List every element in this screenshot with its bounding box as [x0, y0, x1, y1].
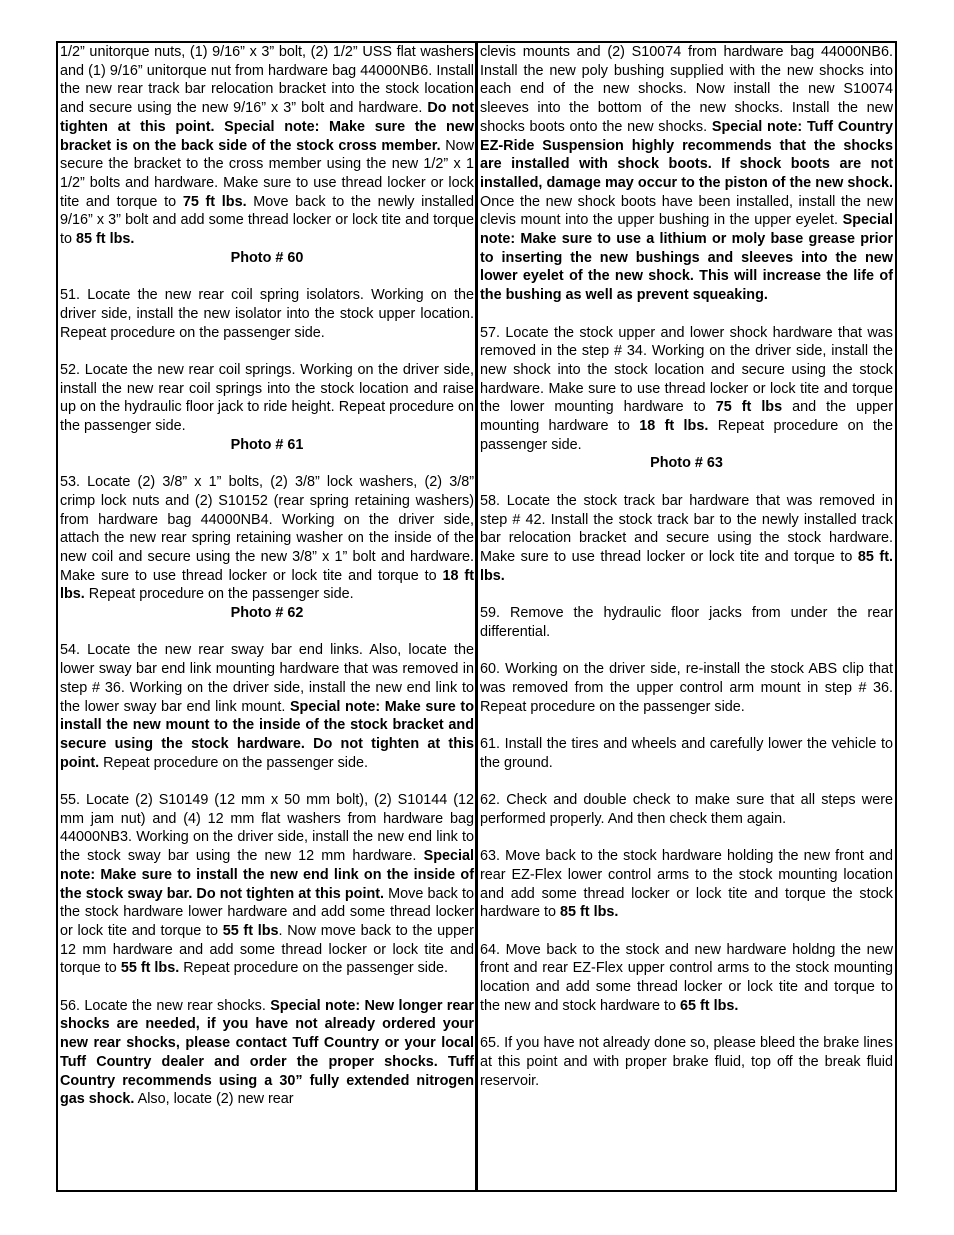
text-run: . Now move back to the upper 12 mm hardware and add some thread locker or lock tite and torque to [60, 922, 474, 977]
text-run: Once the new shock boots have been installed, install the new clevis mount into the upper bushing in the upper eyelet. [480, 193, 893, 229]
special-note: Special note: Make sure to use a lithium or moly base grease prior to inserting the new bushings and sleeves into the new lower eyelet of the new shock. This will increase the life of the bushing as well as prevent squeaking. [480, 212, 893, 304]
torque-value: 85 ft lbs. [76, 231, 135, 248]
torque-value: 65 ft lbs. [680, 997, 739, 1014]
step-62: 62. Check and double check to make sure that all steps were performed properly. And then check them again. [480, 792, 893, 827]
special-note: Special note: Make sure to install the new end link on the inside of the stock sway bar. Do not tighten at this point. [60, 848, 474, 902]
photo-62-caption: Photo # 62 [230, 605, 304, 622]
photo-61-caption: Photo # 61 [230, 436, 304, 453]
step-63 [480, 847, 893, 922]
instruction-table [56, 41, 897, 1192]
step-56 [60, 997, 474, 1109]
special-note: Special note: New longer rear shocks are needed, if you have not already ordered your new rear shocks, please contact Tuff Country or your local Tuff Country dealer and order the proper shocks. Tuff Country recommends using a 30” fully extended nitrogen gas shock. [60, 997, 475, 1108]
text-run: 55. Locate (2) S10149 (12 mm x 50 mm bolt), (2) S10144 (12 mm jam nut) and (4) 12 mm flat washers from hardware bag 44000NB3. Working on the driver side, install the new end link to the stock sway bar using the new 12 mm hardware. [60, 792, 474, 865]
step-57 [480, 324, 893, 455]
text-run: Move back to the stock hardware lower hardware and add some thread locker or lock tite and torque to [60, 885, 474, 939]
step-59: 59. Remove the hydraulic floor jacks from under the rear differential. [480, 605, 893, 640]
text-run: clevis mounts and (2) S10074 from hardware bag 44000NB6. Install the new poly bushing supplied with the new shocks into each end of the new shocks. Now install the new S10074 sleeves into the bottom of the new shocks. Install the new shocks boots onto the new shocks. [480, 44, 893, 135]
step-54 [60, 641, 474, 772]
text-run: Also, locate (2) new rear [134, 1091, 294, 1108]
torque-value: 55 ft lbs. [120, 960, 180, 977]
step-56-continued [480, 43, 893, 305]
text-run: 63. Move back to the stock hardware holding the new front and rear EZ-Flex lower control arms to the stock mounting location and add some thread locker or lock tite and torque the stock hardware to [480, 848, 893, 921]
step-58 [480, 492, 893, 586]
left-column [58, 43, 478, 1190]
step-50-continued [60, 43, 474, 249]
text-run: 57. Locate the stock upper and lower shock hardware that was removed in the step # 34. Working on the driver side, install the new shock into the stock location and secure using the stock hardware. Make sure to use thread locker or lock tite and torque the lower mounting hardware to [480, 324, 893, 416]
step-51: 51. Locate the new rear coil spring isolators. Working on the driver side, install the new isolator into the stock upper location. Repeat procedure on the passenger side. [60, 287, 474, 341]
step-61: 61. Install the tires and wheels and carefully lower the vehicle to the ground. [480, 735, 893, 771]
torque-value: 85 ft lbs. [560, 904, 619, 921]
step-60: 60. Working on the driver side, re-install the stock ABS clip that was removed from the upper control arm mount in step # 36. Repeat procedure on the passenger side. [480, 661, 893, 715]
step-55 [60, 791, 474, 978]
torque-value: 18 ft lbs. [639, 418, 709, 435]
text-run: Repeat procedure on the passenger side. [480, 418, 893, 453]
text-run: 56. Locate the new rear shocks. [60, 997, 271, 1014]
torque-value: 55 ft lbs [222, 922, 279, 939]
right-column [478, 43, 895, 1190]
special-note: Special note: Make sure to install the new mount to the inside of the stock bracket and secure using the stock hardware. Do not tighten at this point. [60, 698, 474, 771]
step-52: 52. Locate the new rear coil springs. Working on the driver side, install the new rear coil springs into the stock location and raise up on the hydraulic floor jack to ride height. Repeat procedure on the passenger side. [60, 361, 474, 435]
torque-value: 85 ft. lbs. [480, 548, 893, 584]
photo-63-caption: Photo # 63 [650, 455, 723, 472]
text-run: and the upper mounting hardware to [480, 399, 893, 435]
step-65: 65. If you have not already done so, please bleed the brake lines at this point and with proper brake fluid, top off the break fluid reservoir. [480, 1035, 893, 1089]
text-run: Now secure the bracket to the cross member using the new 1/2” x 1 1/2” bolts and hardware. Make sure to use thread locker or lock tite and torque to [60, 137, 474, 210]
text-run: Repeat procedure on the passenger side. [84, 586, 354, 603]
text-run: Repeat procedure on the passenger side. [99, 754, 368, 771]
torque-value: 75 ft lbs. [182, 193, 247, 210]
photo-60-caption: Photo # 60 [230, 249, 304, 266]
text-run: 53. Locate (2) 3/8” x 1” bolts, (2) 3/8” lock washers, (2) 3/8” crimp lock nuts and (2) S10152 (rear spring retaining washers) from hardware bag 44000NB4. Working on the driver side, attach the new rear spring retaining washer on the inside of the new coil and secure using the new 3/8” x 1” bolt and hardware. Make sure to use thread locker or lock tite and torque to [60, 474, 474, 584]
text-run: Move back to the newly installed 9/16” x 3” bolt and add some thread locker or lock tite and torque to [60, 193, 474, 248]
special-note: Special note: Tuff Country EZ-Ride Suspension highly recommends that the shocks are installed with shock boots. If shock boots are not installed, damage may occur to the piston of the new shock. [480, 118, 893, 191]
step-64 [480, 941, 893, 1016]
torque-value: 75 ft lbs [715, 399, 783, 416]
text-run: Repeat procedure on the passenger side. [179, 960, 449, 977]
text-run: 58. Locate the stock track bar hardware that was removed in step # 42. Install the stock track bar to the newly installed track bar relocation bracket and secure using the stock hardware. Make sure to use thread locker or lock tite and torque to [480, 492, 893, 565]
torque-value: 18 ft lbs. [60, 567, 474, 603]
text-run: 54. Locate the new rear sway bar end links. Also, locate the lower sway bar end link mounting hardware that was removed in step # 36. Working on the driver side, install the new end link to the lower sway bar end link mount. [60, 642, 474, 715]
text-run: 1/2” unitorque nuts, (1) 9/16” x 3” bolt, (2) 1/2” USS flat washers and (1) 9/16” unitorque nut from hardware bag 44000NB6. Install the new rear track bar relocation bracket into the stock location and secure using the new 9/16” x 3” bolt and hardware. [60, 44, 474, 117]
text-run: 64. Move back to the stock and new hardware holdng the new front and rear EZ-Flex upper control arms to the stock mounting location and add some thread locker or lock tite and torque to the new and stock hardware to [480, 941, 893, 1014]
step-53 [60, 473, 474, 604]
special-note: Do not tighten at this point. Special note: Make sure the new bracket is on the back side of the stock cross member. [60, 100, 474, 154]
